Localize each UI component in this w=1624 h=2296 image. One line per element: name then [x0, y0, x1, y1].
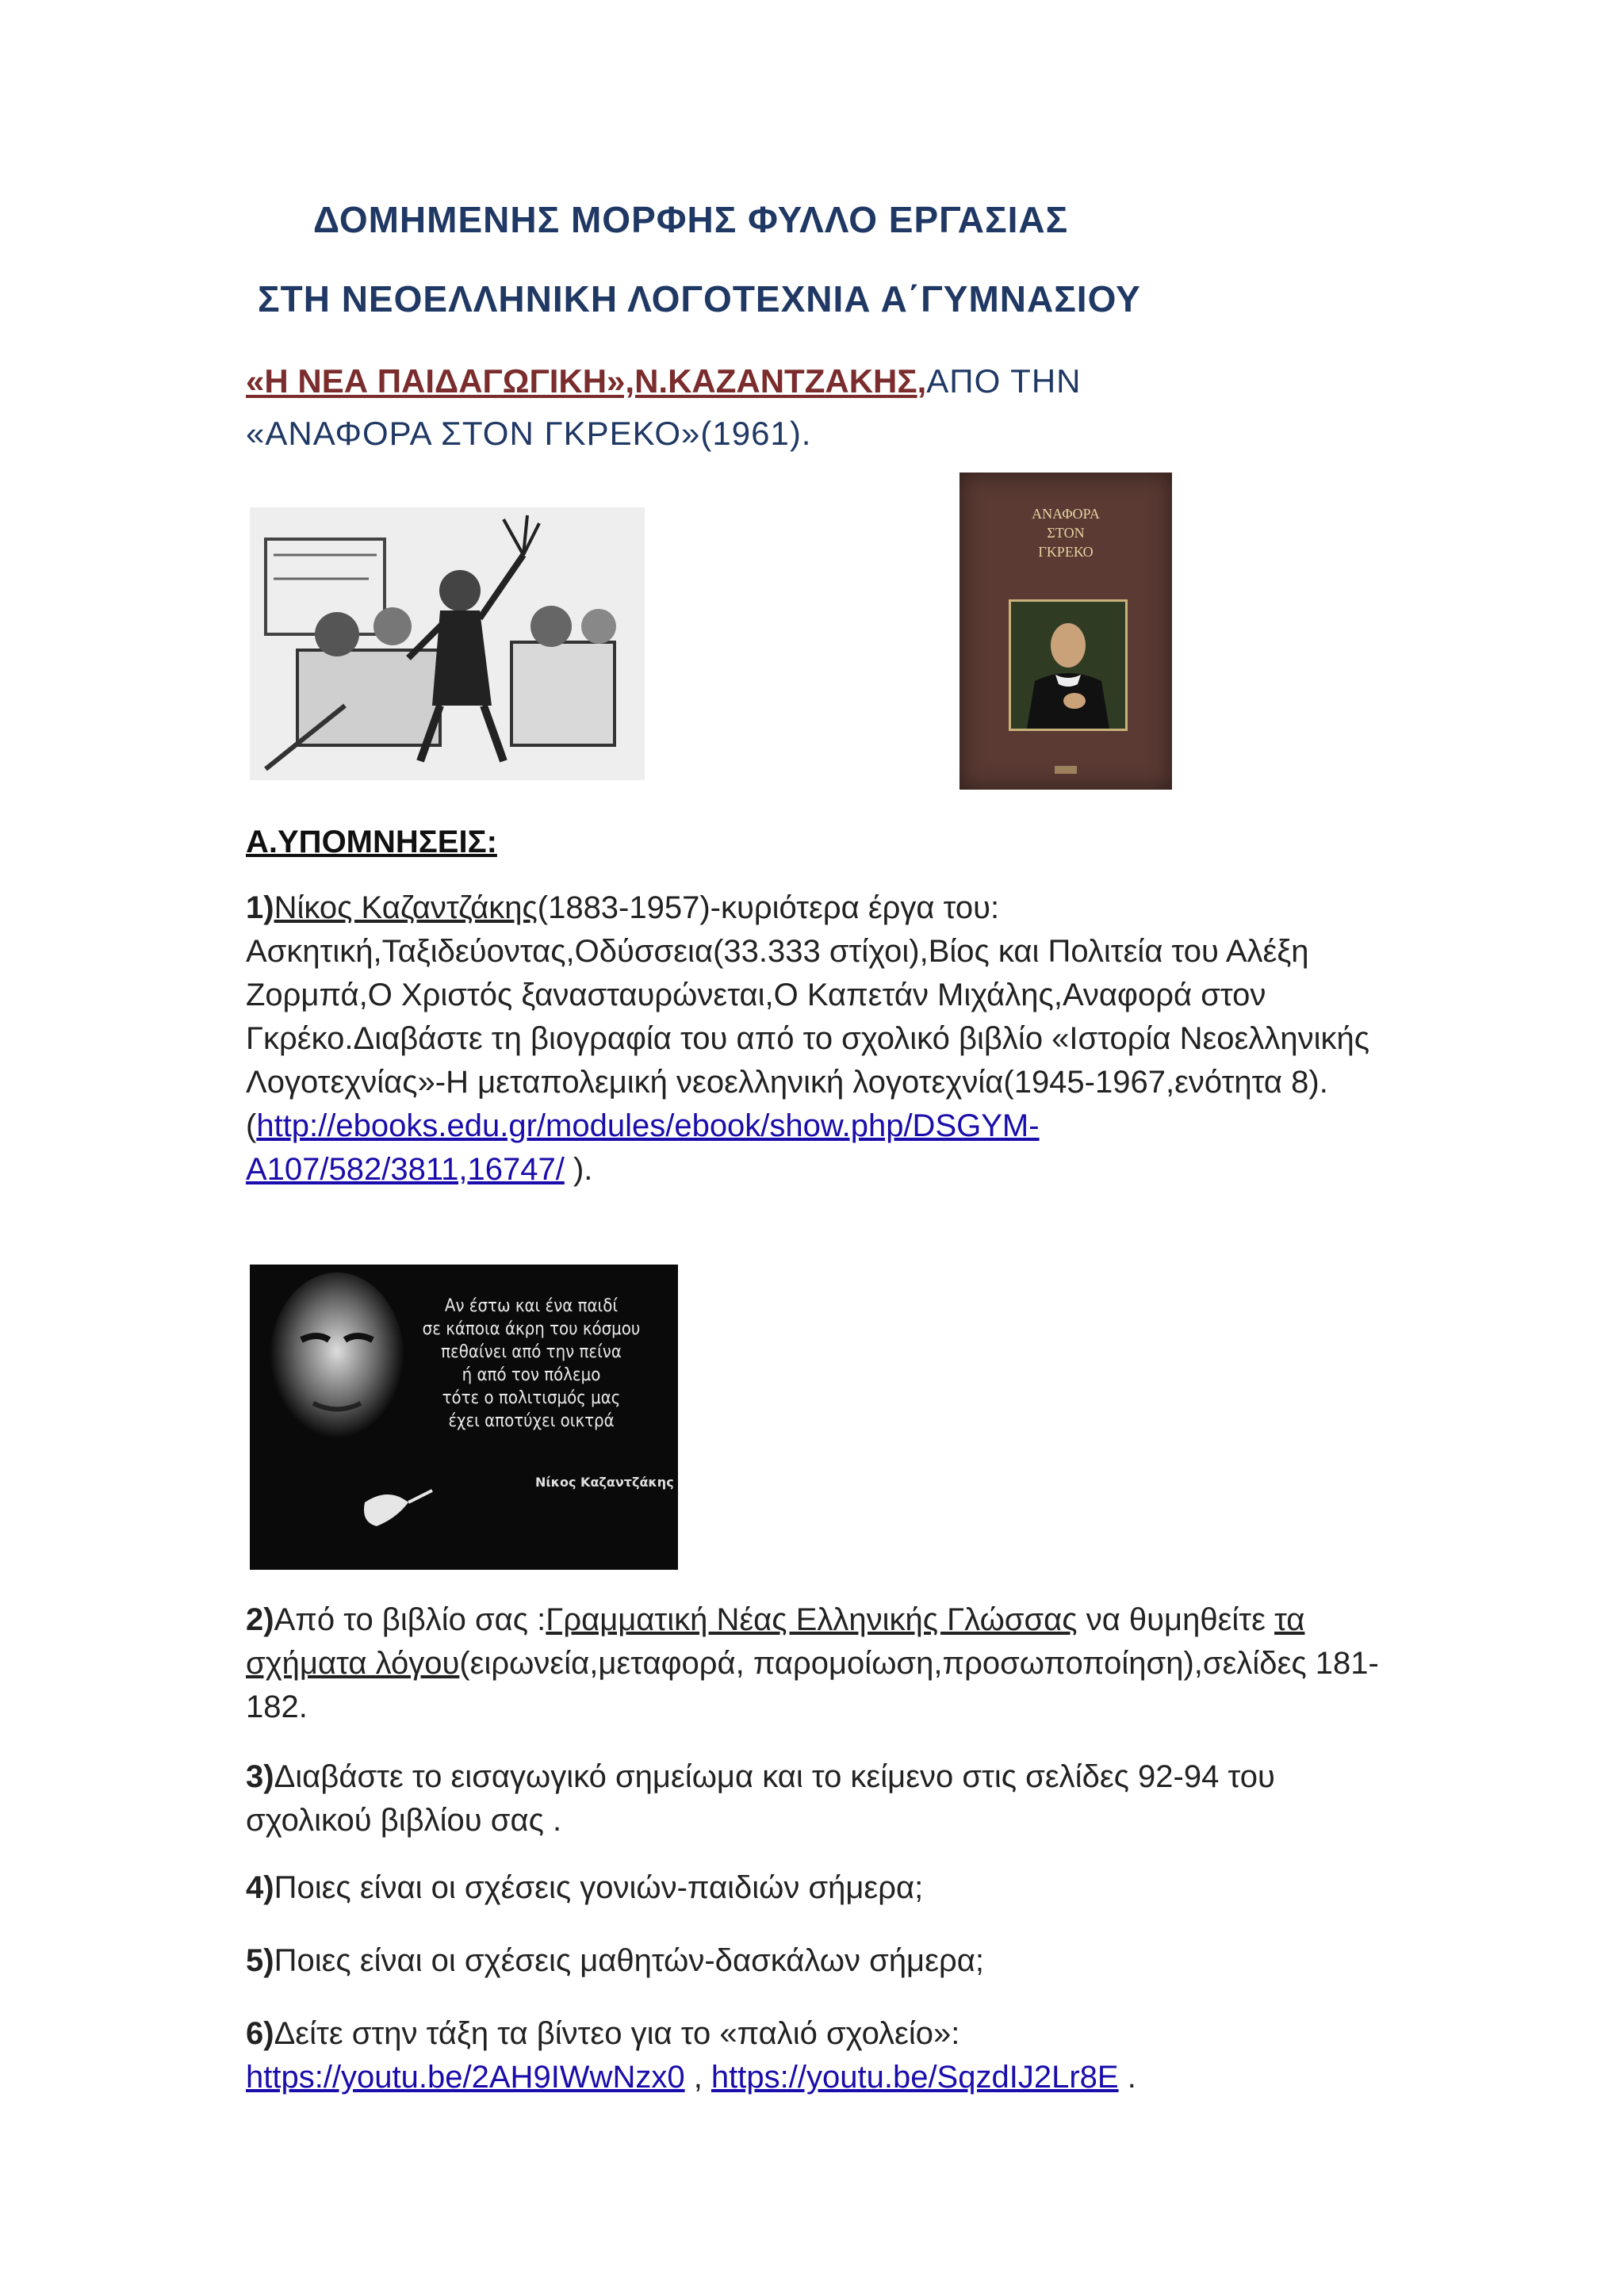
grammar-book-title: Γραμματική Νέας Ελληνικής Γλώσσας	[546, 1602, 1078, 1637]
item-4-text: Ποιες είναι οι σχέσεις γονιών-παιδιών σήμερα;	[274, 1870, 924, 1905]
item-6-text: Δείτε στην τάξη τα βίντεο για το «παλιό σχολείο»:	[274, 2016, 960, 2051]
item-1-paren-close: ).	[564, 1152, 593, 1187]
item-2-text-a: Από το βιβλίο σας :	[274, 1602, 546, 1637]
item-1-number: 1)	[246, 890, 274, 925]
kazantzakis-quote-image	[250, 1265, 678, 1570]
source-part2: «ΑΝΑΦΟΡΑ ΣΤΟΝ ΓΚΡΕΚΟ»(1961).	[246, 415, 812, 452]
item-4	[246, 1866, 1380, 1910]
work-title: «Η ΝΕΑ ΠΑΙΔΑΓΩΓΙΚΗ»,Ν.ΚΑΖΑΝΤΖΑΚΗΣ	[246, 362, 917, 400]
book-cover-text-line2: ΣΤΟΝ	[1047, 525, 1085, 541]
item-5	[246, 1939, 1380, 1983]
item-1-paren-open: (	[246, 1108, 257, 1143]
quote-author: Νίκος Καζαντζάκης	[535, 1475, 674, 1490]
item-5-text: Ποιες είναι οι σχέσεις μαθητών-δασκάλων σήμερα;	[274, 1943, 984, 1978]
item-6-number: 6)	[246, 2016, 274, 2051]
youtube-link-2[interactable]: https://youtu.be/SqzdIJ2Lr8E	[710, 2060, 1119, 2095]
quote-line-1: Αν έστω και ένα παιδί	[444, 1296, 619, 1316]
document-title-line2: ΣΤΗ ΝΕΟΕΛΛΗΝΙΚΗ ΛΟΓΟΤΕΧΝΙΑ Α΄ΓΥΜΝΑΣΙΟΥ	[258, 278, 1141, 320]
item-3	[246, 1755, 1380, 1843]
quote-line-2: σε κάποια άκρη του κόσμου	[422, 1319, 641, 1339]
item-3-number: 3)	[246, 1759, 274, 1794]
book-cover-text-line3: ΓΚΡΕΚΟ	[1038, 544, 1094, 560]
item-2-number: 2)	[246, 1602, 274, 1637]
classroom-caricature-image	[250, 507, 645, 780]
item-1-text: (1883-1957)-κυριότερα έργα του: Ασκητική,Ταξιδεύοντας,Οδύσσεια(33.333 στίχοι),Βίος και Πολιτεία του Αλέξη Ζορμπά,Ο Χριστός ξανασταυρώνεται,Ο Καπετάν Μιχάλης,Αναφορά στον Γκρέκο.Διαβάστε τη βιογραφία του από το σχολικό βιβλίο «Ιστορία Νεοελληνικής Λογοτεχνίας»-Η μεταπολεμική νεοελληνική λογοτεχνία(1945-1967,ενότητα 8).	[246, 890, 1370, 1100]
quote-line-4: ή από τον πόλεμο	[462, 1365, 601, 1385]
item-6	[246, 2012, 1380, 2099]
book-cover-portrait	[1009, 599, 1128, 731]
links-separator: ,	[684, 2060, 711, 2095]
document-title-line1: ΔΟΜΗΜΕΝΗΣ ΜΟΡΦΗΣ ΦΥΛΛΟ ΕΡΓΑΣΙΑΣ	[313, 199, 1069, 240]
work-subtitle	[246, 355, 1081, 460]
ebook-link-line2: A107/582/3811,16747/	[246, 1152, 565, 1187]
quote-line-3: πεθαίνει από την πείνα	[441, 1342, 622, 1362]
item-6-end: .	[1118, 2060, 1136, 2095]
youtube-link-1[interactable]: https://youtu.be/2AH9IWwNzx0	[246, 2060, 685, 2095]
item-1	[246, 886, 1380, 1192]
book-cover-image	[959, 473, 1172, 790]
item-4-number: 4)	[246, 1870, 274, 1905]
figures-of-speech: τα σχήματα λόγου	[246, 1602, 1305, 1681]
ebook-link[interactable]	[246, 1108, 1040, 1187]
quote-line-6: έχει αποτύχει οικτρά	[448, 1411, 615, 1431]
item-3-text: Διαβάστε το εισαγωγικό σημείωμα και το κείμενο στις σελίδες 92-94 του σχολικού βιβλίου σας .	[246, 1759, 1275, 1838]
ebook-link-line1: http://ebooks.edu.gr/modules/ebook/show.php/DSGYM-	[256, 1108, 1040, 1143]
item-1-author-name: Νίκος Καζαντζάκης	[274, 890, 538, 925]
work-title-comma: ,	[917, 362, 927, 400]
quote-line-5: τότε ο πολιτισμός μας	[442, 1388, 621, 1408]
book-cover-text-line1: ΑΝΑΦΟΡΑ	[1032, 506, 1100, 522]
item-2	[246, 1598, 1380, 1729]
item-2-text-b: να θυμηθείτε	[1077, 1602, 1275, 1637]
item-5-number: 5)	[246, 1943, 274, 1978]
source-part1: ΑΠΟ ΤΗΝ	[926, 362, 1082, 400]
section-a-heading: Α.ΥΠΟΜΝΗΣΕΙΣ:	[246, 825, 497, 859]
item-2-text-c: (ειρωνεία,μεταφορά, παρομοίωση,προσωποποίηση),σελίδες 181-182.	[246, 1646, 1379, 1724]
